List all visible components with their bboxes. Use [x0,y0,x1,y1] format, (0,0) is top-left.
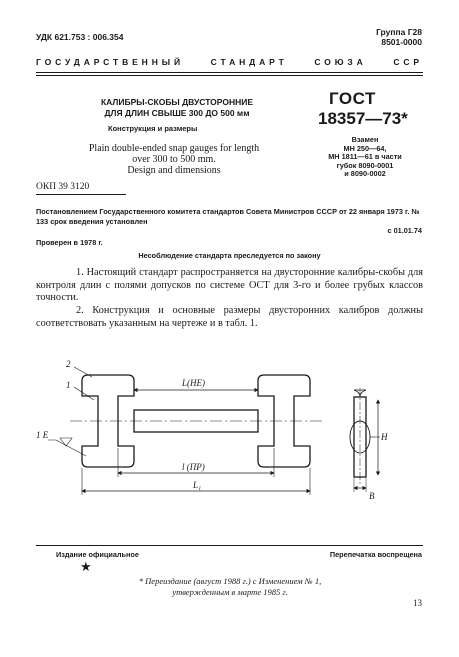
title-en-line-1: Plain double-ended snap gauges for length [88,143,260,154]
replace-line-2: МН 250—64, [343,143,387,153]
group-code [376,27,422,47]
gost-label: ГОСТ [329,89,376,108]
title-ru [84,97,270,118]
label-h: H [381,432,388,442]
banner-rule [36,72,423,73]
label-2: 2 [66,359,71,369]
label-l1: L₁ [193,480,202,490]
paragraph-2: 2. Конструкция и основные размеры двусторонних калибров должны соответствовать указанным на чертеже и в табл. 1. [36,305,423,329]
label-l-ne: L(НЕ) [182,378,205,388]
okp-rule [36,194,126,195]
checked-year: Проверен в 1978 г. [36,238,103,247]
law-notice: Несоблюдение стандарта преследуется по закону [138,251,321,260]
replace-line-3: МН 1811—61 в части [328,152,402,162]
udk-code: УДК 621.753 : 006.354 [36,32,124,42]
label-b: B [369,491,375,500]
group-line-1: Группа Г28 [376,27,422,37]
group-line-2: 8501-0000 [381,37,422,47]
replace-line-1: Взамен [351,135,379,144]
banner-rule-thin [36,75,423,76]
star-icon: ★ [80,559,92,574]
replace-line-5: и 8090-0002 [344,169,386,179]
reissue-note [110,576,350,598]
official-edition: Издание официальное [56,550,139,559]
title-ru-line-1: КАЛИБРЫ-СКОБЫ ДВУСТОРОННИЕ [100,97,254,107]
replaces-block [300,136,430,179]
page-number: 13 [413,598,422,608]
note-line-2: утвержденным в марте 1985 г. [172,587,288,597]
effective-date: с 01.01.74 [387,226,422,235]
title-en-line-3: Design and dimensions [127,165,221,176]
footer-rule [36,545,423,546]
state-standard-banner: ГОСУДАРСТВЕННЫЙ СТАНДАРТ СОЮЗА ССР [36,57,423,67]
decree-text: Постановлением Государственного комитета стандартов Совета Министров СССР от 22 января 1973 г. № 133 срок введения установлен [36,207,420,226]
title-en [64,143,284,176]
replace-line-4: губок 8090-0001 [336,160,394,170]
subtitle-ru: Конструкция и размеры [108,124,198,133]
gost-number: 18357—73* [318,109,408,128]
gauge-drawing [30,350,430,500]
title-ru-line-2: ДЛЯ ДЛИН СВЫШЕ 300 ДО 500 мм [104,107,250,118]
paragraph-1: 1. Настоящий стандарт распространяется на двусторонние калибры-скобы для контроля длин с полями допусков по системе ОСТ для 3-го и более грубых классов точности. [36,267,423,304]
okp-code: ОКП 39 3120 [36,182,90,192]
title-en-line-2: over 300 to 500 mm. [132,154,216,165]
reprint-prohibited: Перепечатка воспрещена [329,550,422,559]
label-1: 1 [66,380,71,390]
label-l-pr: l (ПР) [182,462,205,472]
label-finish: 1 E [36,430,49,440]
note-line-1: * Переиздание (август 1988 г.) с Изменением № 1, [138,576,322,586]
